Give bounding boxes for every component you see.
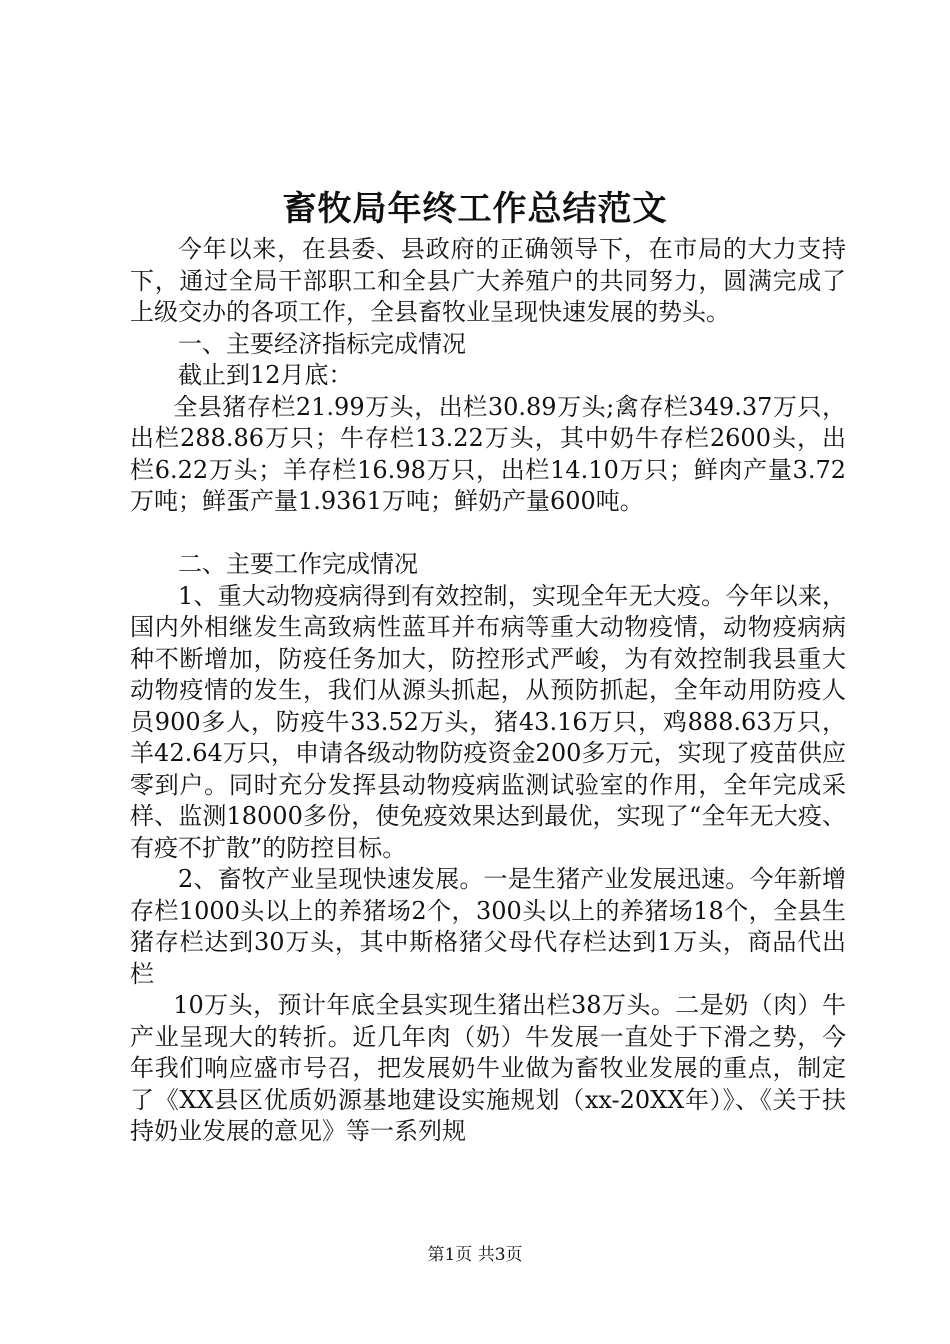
document-title: 畜牧局年终工作总结范文 — [282, 189, 668, 229]
document-body — [130, 234, 846, 1148]
indicators-paragraph: 全县猪存栏21.99万头，出栏30.89万头;禽存栏349.37万只，出栏288.86万只；牛存栏13.22万头，其中奶牛存栏2600头，出栏6.22万头；羊存栏16.98万只，出栏14.10万只；鲜肉产量3.72万吨；鲜蛋产量1.9361万吨；鲜奶产量600吨。 — [130, 392, 846, 515]
section-heading-2: 二、主要工作完成情况 — [178, 550, 418, 578]
page-number-footer: 第1页 共3页 — [427, 1245, 523, 1265]
date-line: 截止到12月底： — [178, 361, 353, 389]
industry-paragraph: 2、畜牧产业呈现快速发展。一是生猪产业发展迅速。今年新增存栏1000头以上的养猪场2个，300头以上的养猪场18个，全县生猪存栏达到30万头，其中斯格猪父母代存栏达到1万头，商品代出栏 — [130, 865, 846, 988]
epidemic-paragraph: 1、重大动物疫病得到有效控制，实现全年无大疫。今年以来，国内外相继发生高致病性蓝耳并布病等重大动物疫情，动物疫病病种不断增加，防疫任务加大，防控形式严峻，为有效控制我县重大动物疫情的发生，我们从源头抓起，从预防抓起，全年动用防疫人员900多人，防疫牛33.52万头，猪43.16万只，鸡888.63万只，羊42.64万只，申请各级动物防疫资金200多万元，实现了疫苗供应零到户。同时充分发挥县动物疫病监测试验室的作用，全年完成采样、监测18000多份，使免疫效果达到最优，实现了“全年无大疫、有疫不扩散”的防控目标。 — [130, 581, 846, 862]
section-heading-1: 一、主要经济指标完成情况 — [178, 329, 466, 358]
intro-paragraph: 今年以来，在县委、县政府的正确领导下，在市局的大力支持下，通过全局干部职工和全县广大养殖户的共同努力，圆满完成了上级交办的各项工作，全县畜牧业呈现快速发展的势头。 — [130, 235, 846, 326]
industry-paragraph-continued: 10万头，预计年底全县实现生猪出栏38万头。二是奶（肉）牛产业呈现大的转折。近几年肉（奶）牛发展一直处于下滑之势，今年我们响应盛市号召，把发展奶牛业做为畜牧业发展的重点，制定了《XX县区优质奶源基地建设实施规划（xx-20XX年）》、《关于扶持奶业发展的意见》等一系列规 — [130, 991, 846, 1145]
